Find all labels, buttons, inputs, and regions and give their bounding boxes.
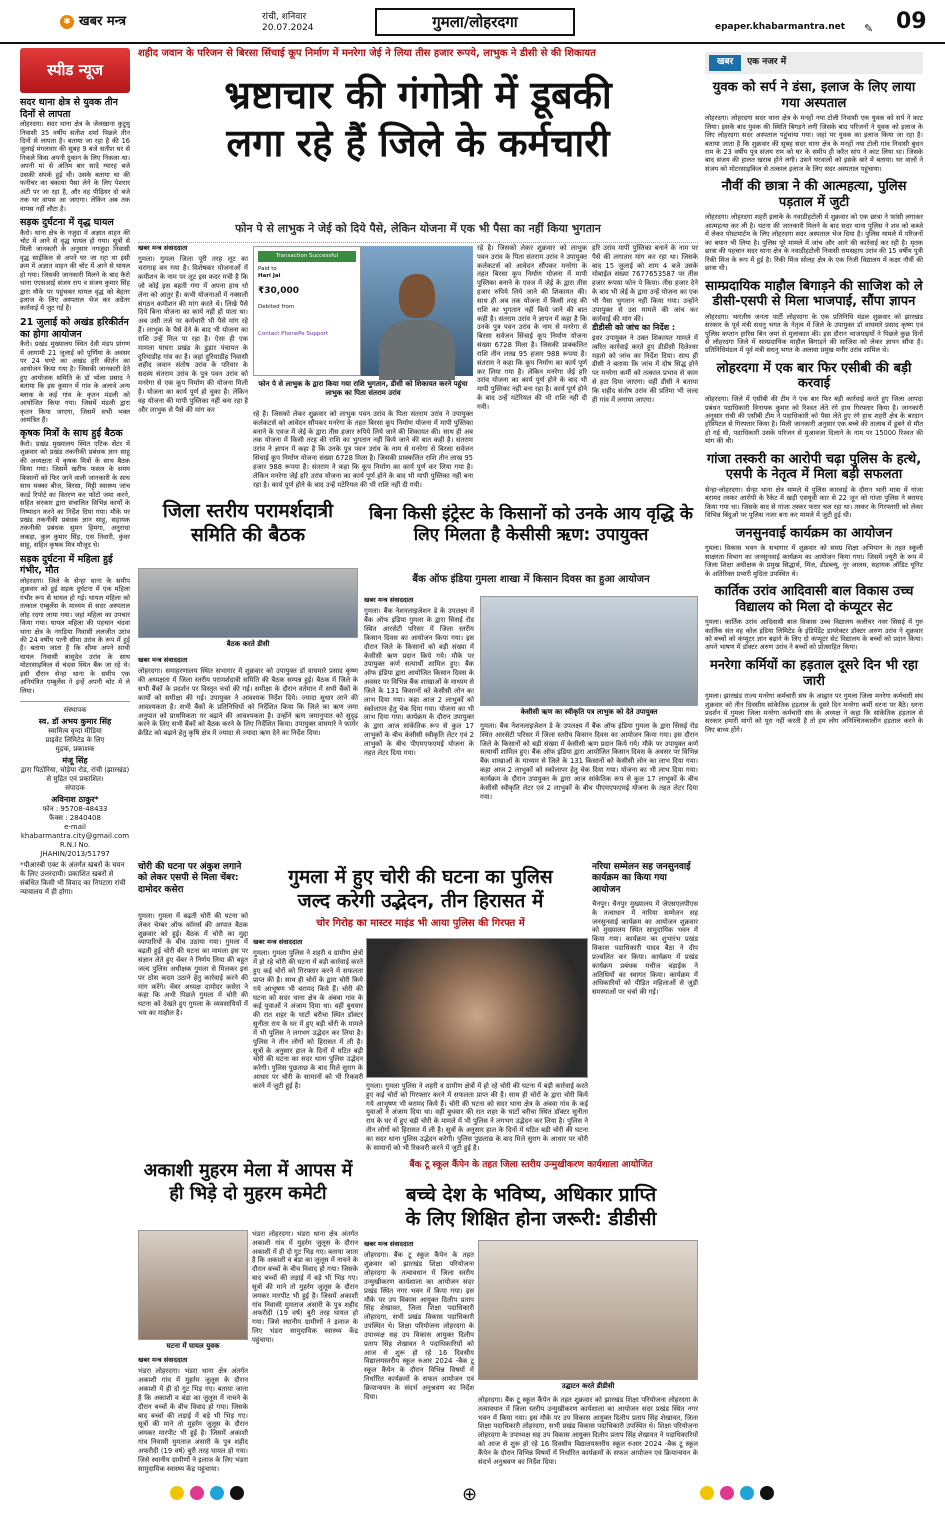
lead-column-1 xyxy=(138,244,248,479)
editor-label: संपादक xyxy=(65,784,85,793)
brief-item xyxy=(20,428,130,549)
brief-headline: सड़क दुर्घटना में महिला हुई गंभीर, मौत xyxy=(20,553,113,577)
story4-byline: खबर मन्त्र संवाददाता xyxy=(253,938,303,946)
brief-text: कैरो। प्रखंड मुख्यालय स्थित एटिक सेंटर में शुक्रवार को प्रखंड तकनीकी प्रबंधक ज्ञान साहू की अध्यक्षता में कृषक मित्रों के साथ बैठक किया गया। जिसमें खरीफ फसल के समय किसानों को फिर जाने वाली जानकारी के साथ साथ मक्का बीज, बिरसा, मिट्टी स्वास्थ्य जांच कार्ड रिपोर्ट का वितरण कर फोटो जमा करने, सहित सरकार द्वारा संचालित विभिन्न कार्यों के निष्पादन करने का निर्देश दिया गया। मौके पर प्रखंड तकनीकी प्रबंधक ज्ञान साहू, सहायक तकनीकी प्रबंधक सुमन हिमगा, अनुराधा लकड़ा, कुल कुमार सिंह, एस तिवारी, कुंवर साहू, सहित कृषक मित्र मौजूद थे। xyxy=(20,440,130,550)
lead-headline-line-1: भ्रष्टाचार की गंगोत्री में डूबकी xyxy=(224,73,612,117)
right-headline: मनरेगा कर्मियों का हड़ताल दूसरे दिन भी रहा जारी xyxy=(709,657,919,689)
legal-note: *पीआरबी एक्ट के अंतर्गत खबरों के चयन के लिए उत्तरदायी। प्रकाशित खबरों से संबंधित किसी भी विवाद का निपटारा रांची न्यायालय में ही होगा। xyxy=(20,861,126,896)
registration-dot-icon xyxy=(210,1486,224,1500)
right-headline: नौवीं की छात्रा ने की आत्महत्या, पुलिस पड़ताल में जुटी xyxy=(721,179,907,210)
brief-item xyxy=(20,97,130,213)
payee-name: Hari Jai xyxy=(258,273,281,280)
brand-logo-icon: ✱ xyxy=(60,15,74,29)
right-text: सेन्हा-लोहरदगा। सेन्हा थाना क्षेत्र मामले में पुलिस कारवाई के दौरान भारी मात्रा में गांजा बरामद तस्कर आरोपी के रैकेट में खड़ी एसयूवी कार से 22 जून को गांजा पुलिस ने बरामद किया गया था। जिसके बाद से गांजा तस्कर फरार चल रहा था। तस्कर के गिरफ्तारी को लेकर विभिन्न बिंदुओं पर पुलिस नजर बना कर मामले में जुटी हुई थी। xyxy=(705,485,923,520)
story4-text-2: गुमला। गुमला पुलिस ने शहरी व ग्रामीण क्षेत्रों में हो रहे चोरी की घटना में बड़ी कार्रवाई करते हुए कई चोरों को गिरफ्तार करने में सफलता प्राप्त की है। साथ ही चोरों के द्वारा चोरी किये गये आभूषण भी बरामद किये हैं। चोरी की घटना को सदर थाना क्षेत्र के अंबवा गांव के कई युवाओं ने अंजाम दिया था। वहीं बुधवार की रात शहर के घाटों बरीचा स्थित डॉक्टर सुनीता राय के घर में हुए बड़ी चोरी के मामले में भी पुलिस ने लगभग उद्भेदन कर लिया है। पुलिस ने तीन लोगों को हिरासत में ली है। सूत्रों के अनुसार हाल के दिनों में घटित बड़ी चोरी की घटना का सदर थाना पुलिस उद्भेदन करेगी। पुलिस पुछताछ के बाद मिले सुराग के आधार पर चोरी के सामानों को भी रिकवरी करने में जुटी हुई है। xyxy=(366,1082,588,1152)
brand[interactable] xyxy=(60,14,126,31)
lead-byline: खबर मन्त्र संवाददाता xyxy=(138,244,188,252)
ek-nazar-column xyxy=(705,52,923,1472)
right-text: लोहरदगा। लोहरदगा शहरी इलाके के नवाडीहटोली में शुक्रवार को एक छात्रा ने फांसी लगाकर आत्महत्या कर ली है। घटना की जानकारी मिलने के बाद सदर थाना पुलिस ने शव को कब्जे में लेकर पोस्टमार्टम के लिए लोहरदगा सदर अस्पताल भेज दिया है। पुलिस मामले में परिजनों का बयान भी लिया है। पुलिस पूरे मामले में जांच और आगे की कार्रवाई कर रही है। मृतक छात्रा की पहचान सदर थाना क्षेत्र के नवाडीहटोली निवासी रामसहाय उरांव की 15 वर्षीय पुत्री रिंकी मिंज के रूप में हुई है। रिंकी मिंज सोलह क्षेत्र के एक निजी विद्यालय में कक्षा नौवीं की छात्रा थी। xyxy=(705,213,923,273)
brief-item xyxy=(20,317,130,425)
story8-body-2 xyxy=(478,1396,698,1466)
meeting-photo xyxy=(138,568,358,638)
right-item xyxy=(705,452,923,520)
right-item xyxy=(705,279,923,355)
print-registration-strip xyxy=(0,1478,945,1517)
story8-headline xyxy=(364,1184,698,1232)
brief-headline: 21 जुलाई को अखंड हरिकीर्तन का होगा आयोजन xyxy=(20,316,129,340)
registration-dot-icon xyxy=(700,1486,714,1500)
face-shape xyxy=(399,274,435,318)
story5-headline: चोरी की घटना पर अंकुश लगाने को लेकर एसपी से मिला चेंबर: दामोदर कसेरा xyxy=(138,862,242,895)
brief-text: लोहरदगा। जिले के सेन्हा थाना के समीप शुक्रवार को हुई सड़क दुर्घटना में एक महिला गंभीर रूप से घायल हो गई। घायल महिला को तत्काल एम्बुलेंस के माध्यम से सदर अस्पताल लोह रदगा लाया गया। जहां महिला का उपचार किया गया। घायल महिला की पहचान चंदवा थाना क्षेत्र के नगड़िया निवासी ललजीत उरांव की 24 वर्षीय पत्नी सीमा उरांव के रूप में हुई है। बताया जाता है कि सीमा अपने साथी घायल निवासी बासुदेव उरांव के साथ मोटरसाइकिल से चंदवा स्थित बैंक जा रहे थे। इसी दौरान सेन्हा थाना के समीप एक अनियंत्रित एम्बुलेंस ने इन्हें अपनी चोट में ले लिया। xyxy=(20,576,130,695)
story6-text: चैनपुर। चैनपुर मुख्यालय में जेएसएलपीएस के तत्वाधान में नारिया सम्मेलन सह जनसुनवाई कार्यक्रम का आयोजन शुक्रवार को मुख्यालय स्थित सामुदायिक भवन में किया गया। कार्यक्रम का शुभारंभ प्रखंड विकास पदाधिकारी यादव बैठा ने दीप प्रज्वलित कर किया। कार्यक्रम में प्रखंड कार्यक्रम प्रबंधक मधीज बड़ाईक ने अतिथियों का स्वागत किया। कार्यक्रम में अधिकारियों को पीड़ित महिलाओं से जुड़ी समस्याओं पर चर्चा की गई। xyxy=(592,900,698,997)
story2-caption: बैठक करते डीसी xyxy=(226,640,270,648)
printer-label: मुद्रक, प्रकाशक xyxy=(55,745,95,754)
story8-byline: खबर मन्त्र संवाददाता xyxy=(364,1240,414,1248)
story7-caption: घटना में घायल युवक xyxy=(166,1342,220,1350)
body-shape xyxy=(379,320,455,380)
complainant-photo xyxy=(361,246,473,376)
section-title: गुमला/लोहरदगा xyxy=(375,8,575,36)
brief-item xyxy=(20,554,130,695)
story4-headline-line-1: गुमला में हुए चोरी की घटना का पुलिस xyxy=(288,866,553,888)
printer-name: मंजू सिंह xyxy=(62,756,88,766)
right-item xyxy=(705,80,923,173)
story3-body-2 xyxy=(480,722,698,856)
story3-text: गुमला। बैंक नेशनलाइजेशन डे के उपलक्ष्य में बैंक ऑफ इंडिया गुमला के द्वारा सिसई रोड स्थित आरसेटी परिसर में जिला स्तरीय किसान दिवस का आयोजन किया गया। इस दौरान जिले के किसानों को बड़ी संख्या में केसीसी ऋण प्रदान किये गये। मौके पर उपायुक्त कर्ण सत्यार्थी शामिल हुए। बैंक ऑफ इंडिया द्वारा आयोजित किसान दिवस के अवसर पर विभिन्न बैंक शाखाओं के माध्यम से जिले के 131 किसानों को केसीसी लोन का लाभ दिया गया। कहा आज 2 लाभुकों को स्कोलापर हेतु चेक दिया गया। योजना का भी लाभ दिया गया। कार्यक्रम के दौरान उपायुक्त के द्वारा आज सांकेतिक रूप से कुल 17 लाभुकों के बीच केसीसी स्वीकृति लेटर एवं 2 लाभुकों के बीच पीएमएफएमई योजना के तहत लेटर दिया गया। xyxy=(364,607,475,757)
speed-news-logo: स्पीड न्यूज xyxy=(20,48,130,93)
lead-body-2b: रहे है। जिसको लेकर शुक्रवार को लाभुक पवन उरांव के पिता संतराम उरांव ने उपायुक्त कर्लकटर्स को आवेदन सौंपकर मनरेगा के तहत बिरसा कूप निर्माण योजना में मापी पुस्तिका बनाने के एवज में जेई के द्वारा तीस हजार रुपिये लिये जाने की शिकायत की। साथ ही अब तक योजना में किसी तरह की राशि का भुगतान नहीं किये जाने की बात कही है। संतराम उरांव ने ज्ञापन में कहा है कि उनके पुत्र पवन उरांव के नाम से मनरेगा से बिरसा सर्वजन सिंचाई कूप निर्माण योजना संख्या 6728 मिला है। जिसकी प्राक्कलित राशि तीन लाख 95 हजार 988 रूपया है। संतराम ने कहा कि कूप निर्माण का कार्य पूर्ण कर लिया गया है। लेकिन मनरेगा जेई हरि उरांव योजना का कार्य पूर्ण होने के बाद भी मापी पुस्तिका नहीं बना रहा है। कार्य पूर्ण होने के बाद उन्हें मटेरियल की भी राशि नहीं दी गयी। xyxy=(477,244,587,411)
email-link[interactable]: khabarmantra.city@gmail.com xyxy=(20,832,130,841)
lead-subhead: फोन पे से लाभुक ने जेई को दिये पैसे, लेकिन योजना में एक भी पैसा का नहीं किया भुगतान xyxy=(138,222,698,243)
ek-nazar-banner xyxy=(705,52,923,74)
page-number: 09 xyxy=(896,9,927,34)
crosshair-target-icon: ⊕ xyxy=(462,1484,478,1505)
right-text: गुमला। कार्तिक उरांव आदिवासी बाल विकास उच्च विद्यालय कलीचर नवर सिसई में गुरु कार्तिक संत वह कोल इंडिया लिमिटेड के इंडिपेंडेंट डायरेक्टर डॉक्टर अरुण उरांव ने शुक्रवार को बच्चों को कंप्यूटर ज्ञान बढ़ाने के लिए दो कंप्यूटर सेट विद्यालय के बच्चों को प्रदान किया। अपने भाषण में डॉक्टर अरुण उरांव ने बच्चों को प्रोत्साहित किया। xyxy=(705,618,923,652)
registration-dot-icon xyxy=(190,1486,204,1500)
brand-name: खबर मन्त्र xyxy=(79,14,127,29)
right-text: गुमला। झारखंड राज्य मनरेगा कर्मचारी संघ के आह्वान पर गुमला जिला मनरेगा कर्मचारी संघ शुक्रवार को तीन दिवसीय सांकेतिक हड़ताल के दूसरे दिन मनरेगा कर्मी धरना पर बैठे। धरना प्रदर्शन में गुमला जिला मनरेगा कर्मचारी संघ के अध्यक्ष ने कहा कि सांकेतिक हड़ताल से सरकार हमारी मांगों को पूरा नहीं करती है तो हम लोग अनिश्चितकालीन हड़ताल करने के लिए बाध्य होंगे। xyxy=(705,692,923,734)
story7-headline: अकाशी मुहरम मेला में आपस में ही भिड़े दो मुहरम कमेटी xyxy=(143,1160,353,1204)
story8-headline-line-2: के लिए शिक्षित होना जरूरी: डीडीसी xyxy=(405,1207,657,1230)
editor-name: अविनाश ठाकुर* xyxy=(51,795,99,805)
brief-text: लोहरदगा। सदर थाना क्षेत्र के जेलखाना कुटुमु निवासी 35 वर्षीय सतीश शर्मा पिछले तीन दिनों से लापता है। बताया जा रहा है की 16 जुलाई मंगलवार की सुबह 9 बजे सतीश घर से निकले किस अपनी दुकान के लिए निकला था। अपनी मां से अंतिम बार सादे ग्यारह बजे उसकी संपर्क हुई थी। उसके बताया था की फनीचर का बकाया पैसा लेने के लिए पेशरार अंटी पर जा रहा है, और वह पीढ़ियर दो बजे तक घर वापस आ जाएगा। लेकिन अब तक वापस नहीं लौटा है। xyxy=(20,120,130,213)
founder-name: स्व. डॉ अभय कुमार सिंह xyxy=(38,716,112,726)
city-day: रांची, शनिवार xyxy=(262,12,307,22)
ek-nazar-label: एक नजर में xyxy=(747,57,787,68)
dateline xyxy=(262,12,314,34)
lead-photo-caption: फोन पे से लाभुक के द्वारा किया गया राशि भुगतान, डीसी को शिकायत करने पहुंचा लाभुक का पिता संतराम उरांव xyxy=(258,380,468,397)
right-headline: गांजा तस्करी का आरोपी चढ़ा पुलिस के हत्थे, एसपी के नेतृत्व में मिला बड़ी सफलता xyxy=(706,451,922,483)
story7-byline: खबर मन्त्र संवाददाता xyxy=(138,1356,188,1364)
right-text: गुमला। विकास भवन के सभागार में शुक्रवार को समग्र शिक्षा अभियान के तहत स्कूली साक्षरता विभाग का जनसुनवाई कार्यक्रम का आयोजन किया गया। जिसमें ज्यूरी के रूप में जिला शिक्षा अधीक्षक के प्रमुख सिद्धार्थ, मिंज, डीडब्ल्यू, नूर आलम, सहायक ऑडिट यूनिट के अतिरिक्त प्रभारी मुदिता उपस्थित थे। xyxy=(705,544,923,578)
lead-column-4 xyxy=(592,244,698,479)
right-headline: लोहरदगा में एक बार फिर एसीबी की बड़ी करवाई xyxy=(716,360,912,392)
registration-dot-icon xyxy=(740,1486,754,1500)
debited-label: Debited from xyxy=(258,303,295,310)
story8-headline-line-1: बच्चे देश के भविष्य, अधिकार प्राप्ति xyxy=(405,1184,657,1206)
right-headline: युवक को सर्प ने डंसा, इलाज के लिए लाया गया अस्पताल xyxy=(712,80,916,111)
story8-strap: बैंक टू स्कूल कैंपेन के तहत जिला स्तरीय उन्मुखीकरण कार्यशाला आयोजित xyxy=(409,1160,653,1170)
story2-byline: खबर मन्त्र संवाददाता xyxy=(138,656,188,664)
story6-headline: नरिया सम्मेलन सह जनसुनवाई कार्यक्रम का किया गया आयोजन xyxy=(592,862,691,895)
kcc-photo xyxy=(480,596,698,706)
owner-line-2: प्राइवेट लिमिटेड के लिए xyxy=(45,736,105,745)
brief-headline: सड़क दुर्घटना में वृद्ध घायल xyxy=(20,216,114,228)
right-headline: जनसुनवाई कार्यक्रम का आयोजन xyxy=(735,525,893,541)
right-text: लोहरदगा। जिले में एसीबी की टीम ने एक बार फिर बड़ी कार्रवाई करते हुए जिला आपदा प्रबंधन पदाधिकारी विनायक कुमार को रिश्वत लेते रंगे हाथ गिरफ्तार किया है। जानकारी अनुसार रांची की एसीबी टीम ने पदाधिकारी को पैसा लेते हुए रंगे हाथ शहरी क्षेत्र के बरदान हॉस्पिटल से गिरफ्तार किया है। मिली जानकारी अनुसार एक बच्चे की तालाब में डूबने से मौत हो गई थी, पदाधिकारी उसके परिजन से मुआवजा दिलाने के नाम पर 15000 रिश्वत की मांग की थी। xyxy=(705,395,923,446)
story2-text: लोहरदगा। समाहरणालय स्थित सभागार में शुक्रवार को उपायुक्त डॉ वाघमारे प्रसाद कृष्ण की अध्यक्षता में जिला स्तरीय परामर्शदात्री समिति की बैठक सम्पन्न हुई। बैठक में जिले के सभी बैंकों के प्रदर्शन पर विस्तृत चर्चा की गई। समीक्षा के दौरान वर्तमान में सभी बैंकों के कार्यों को समीक्षा की गई। उपायुक्त ने आवश्यक निर्देश दिये। ज्यादा सुधार लाने की आवश्यकता है। सभी बैंकों के प्रतिनिधियों को निर्देशित किया कि जिले का ऋण जमा अनुपात को प्राथमिकता पर बढ़ाने की आवश्यकता है। उन्होंने ऋण जमानुपात को सुदृढ़ करने के लिए सभी बैंकों को बैठक करने के लिए निर्देशित किया। उपायुक्त वाघमारे ने फार्मर क्रेडिट को बढ़ाने हेतु कृषि क्षेत्र में ज्यादा से ज्यादा ऋण देने का निर्देश दिया। xyxy=(138,667,358,738)
story3-byline: खबर मन्त्र संवाददाता xyxy=(364,596,414,604)
founder-label: संस्थापक xyxy=(63,706,87,714)
speed-news-column xyxy=(20,48,130,1468)
right-text: लोहरदगा। भारतीय जनता पार्टी लोहरदगा के एक प्रतिनिधि मंडल शुक्रवार को झारखंड सरकार के पूर्व मंत्री सधनु भगत के नेतृत्व में जिले के उपायुक्त डॉ वाघमारे प्रसाद कृष्ण एवं पुलिस कप्तान हारिस बिन जमां से मुलाकात की। इस दौरान भाजपाइयों ने पिछले कुछ दिनों से लोहरदगा जिले में साम्प्रदायिक माहौल बिगाड़ने की साजिश को लेकर ज्ञापन सौंपा है। प्रतिनिधिमंडल में पूर्व मंत्री सधनु भगत के अलावा प्रमुख मनीर उरांव शामिल थे। xyxy=(705,312,923,355)
story8-text-2: लोहरदगा। बैंक टू स्कूल कैंपेन के तहत शुक्रवार को झारखंड शिक्षा परियोजना लोहरदगा के तत्वावधान में जिला स्तरीय उन्मुखीकरण कार्यशाला का आयोजन सदर प्रखंड स्थित नगर भवन में किया गया। इस मौके पर उप विकास आयुक्त दिलीप प्रताप सिंह शेखावत, जिला शिक्षा पदाधिकारी लोहरदगा, सभी प्रखंड विकास पदाधिकारी उपस्थित थे। शिक्षा परियोजना लोहरदगा के उपाध्यक्ष सह उप विकास आयुक्त दिलीप प्रताप सिंह शेखावत ने पदाधिकारियों को आज से शुरू हो रहे 16 दिवसीय विद्यालयस्तरीय स्कूल रुआर 2024 -बैक टू स्कूल कैंपेन के दौरान विभिन्न विषयों में निर्धारित कार्यक्रमों के सफल आयोजन एवं क्रियान्वयन के संदर्भ अनुश्रवण का निर्देश दिया। xyxy=(478,1396,698,1466)
story7-text: भंडरा लोहरदगा। भंडरा थाना क्षेत्र अंतर्गत अकाशी गांव में मुहर्रम जुलूस के दौरान अकाशी में ही दो गुट भिड़ गए। बताया जाता है कि अकाशी व बंडा का जुलूस में नाचने के दौरान बच्चों के बीच विवाद हो गया। जिसके बाद बच्चों की लड़ाई में बड़े भी भिड़ गए। सूत्रों की माने तो मुहर्रम जुलूस के दौरान जमकर मारपीट भी हुई है। जिसमें अकाशी गांव निवासी मुमताज अंसारी के पुत्र शहीद अफरीदी (19 वर्ष) बुरी तरह घायल हो गया। जिसे स्थानीय ग्रामीणों ने इलाज के लिए भंडरा सामुदायिक स्वास्थ्य केंद्र पहुंचाया। xyxy=(138,1367,248,1473)
right-text: लोहरदगा। लोहरदगा सदर थाना क्षेत्र के मनहों नया टोली निवासी एक युवक को सर्प ने काट लिया। इसके बाद युवक की स्थिति बिगड़ने लगी जिसके बाद परिजनों ने युवक को इलाज के लिए लोहरदगा सदर अस्पताल पहुंचाया गया। जहां पर युवक का इलाज किया जा रहा है। बताया जाता है कि शुक्रवार की सुबह सदर थाना क्षेत्र के मनहों नया टोली गांव निवासी बुधन राम के 23 वर्षीय पुत्र संजय राम को घर के समीप ही करैत सांप ने काट लिया था। जिसके बाद संजय की हालत खराब होने लगी। उसने घरवालों को इसके बारे में बताया। घर वालों ने संजय को मोटरसाइकिल से तत्काल इलाज के लिए सदर अस्पताल पहुंचाया। xyxy=(705,114,923,173)
workshop-photo xyxy=(478,1240,698,1380)
payment-amount: ₹30,000 xyxy=(258,286,299,297)
story5-text: गुमला। गुमला में बढ़ती चोरी की घटना को लेकर चेम्बर ऑफ कॉमर्स की आपात बैठक शुक्रवार को हुई। बैठक में चोरी का मुद्दा व्यापारियों के बीच उठाया गया। गुमला में बढ़ती हुई चोरी की घटना का मामला इस पर संज्ञान लेते हुए चेंबर ने निर्णय लिया की बहुत जल्द पुलिस अधीक्षक गुमला से मिलकर इस पर ठोस कदम उठाने हेतु कार्रवाई करने की मांग करेंगे। चेंबर अध्यक्ष दामोदर कसेरा ने कहा कि अभी पिछले गुमला में चोरी की घटना को देखते हुए गुमला के व्यवसायियों में भय का माहौल है। xyxy=(138,912,248,1018)
lead-headline-line-2: लगा रहे हैं जिले के कर्मचारी xyxy=(226,120,610,165)
payment-screenshot xyxy=(253,246,361,376)
lead-strap: शहीद जवान के परिजन से बिरसा सिंचाई कूप निर्माण में मनरेगा जेई ने लिया तीस हजार रूपये, लाभुक ने डीसी से की शिकायत xyxy=(138,48,596,59)
ddc-subhead: डीडीसी को जांच का निर्देश : xyxy=(592,323,676,333)
brief-headline: कृषक मित्रों के साथ हुई बैठक xyxy=(20,428,123,440)
press-line: द्वारा पिठोरिया, चोड़ेया रोड, रांची (झारखंड) से मुद्रित एवं प्रकाशित। xyxy=(20,766,130,784)
story2-headline: जिला स्तरीय परामर्शदात्री समिति की बैठक xyxy=(162,500,334,546)
email-label: e-mail xyxy=(64,823,86,832)
lead-column-3 xyxy=(477,244,587,479)
story7-body-2 xyxy=(252,1230,358,1466)
story5-body xyxy=(138,912,248,1147)
story4-body xyxy=(253,938,363,1148)
right-item xyxy=(705,526,923,578)
lead-column-2 xyxy=(253,410,473,489)
brief-headline: सदर थाना क्षेत्र से युवक तीन दिनों से लापता xyxy=(20,97,118,120)
lead-body-3: हरि उरांव मापी पुस्तिका बनाने के नाम पर पैसे की लगातार मांग कर रहा था। जिसके बाद 15 जुलाई को शाम 4 बजे उसके मोबाईल संख्या 7677653587 पर तीस हजार रूपया फोन पे किया। तीस हजार देने के बाद भी जेई के द्वारा उन्हें योजना का एक भी पैसा भुगतान नहीं किया गया। उन्होंने उपायुक्त से उस मामले की जांच कर कार्रवाई की मांग की। xyxy=(592,244,698,323)
story8-caption: उद्घाटन करते डीडीसी xyxy=(561,1382,615,1390)
story4-headline-line-2: जल्द करेगी उद्भेदन, तीन हिरासत में xyxy=(297,889,544,912)
right-item xyxy=(705,658,923,734)
rni-number: JHAHIN/2013/51797 xyxy=(40,850,110,859)
lead-body-2: रहे है। जिसको लेकर शुक्रवार को लाभुक पवन उरांव के पिता संतराम उरांव ने उपायुक्त कर्लकटर्स को आवेदन सौंपकर मनरेगा के तहत बिरसा कूप निर्माण योजना में मापी पुस्तिका बनाने के एवज में जेई के द्वारा तीस हजार रुपिये लिये जाने की शिकायत की। साथ ही अब तक योजना में किसी तरह की राशि का भुगतान नहीं किये जाने की बात कही है। संतराम उरांव ने ज्ञापन में कहा है कि उनके पुत्र पवन उरांव के नाम से मनरेगा से बिरसा सर्वजन सिंचाई कूप निर्माण योजना संख्या 6728 मिला है। जिसकी प्राक्कलित राशि तीन लाख 95 हजार 988 रूपया है। संतराम ने कहा कि कूप निर्माण का कार्य पूर्ण कर लिया गया है। लेकिन मनरेगा जेई हरि उरांव योजना का कार्य पूर्ण होने के बाद भी मापी पुस्तिका नहीं बना रहा है। कार्य पूर्ण होने के बाद उन्हें मटेरियल की भी राशि नहीं दी गयी। xyxy=(253,410,473,489)
story3-body xyxy=(364,596,474,856)
speaker-icon: ✎ xyxy=(864,22,874,35)
right-item xyxy=(705,179,923,272)
paid-to-label: Paid to xyxy=(258,266,277,273)
story4-subhead: चोर गिरोह का मास्टर माइंड भी आया पुलिस की गिरफ्त में xyxy=(316,918,525,929)
rni-label: R.N.I No. xyxy=(59,841,91,850)
injured-youth-photo xyxy=(138,1230,248,1340)
support-link[interactable]: Contact PhonePe Support xyxy=(258,330,329,337)
payment-status: Transaction Successful xyxy=(258,251,356,262)
story4-headline xyxy=(253,866,588,914)
story3-subhead: बैंक ऑफ इंडिया गुमला शाखा में किसान दिवस का हुआ आयोजन xyxy=(412,574,650,585)
right-headline: साम्प्रदायिक माहौल बिगाड़ने की साजिश को ले डीसी-एसपी से मिला भाजपाई, सौंपा ज्ञापन xyxy=(705,278,923,310)
khabar-tag: खबर xyxy=(709,55,741,71)
story4-text: गुमला। गुमला पुलिस ने शहरी व ग्रामीण क्षेत्रों में हो रहे चोरी की घटना में बड़ी कार्रवाई करते हुए कई चोरों को गिरफ्तार करने में सफलता प्राप्त की है। साथ ही चोरों के द्वारा चोरी किये गये आभूषण भी बरामद किये हैं। चोरी की घटना को सदर थाना क्षेत्र के अंबवा गांव के कई युवाओं ने अंजाम दिया था। वहीं बुधवार की रात शहर के घाटों बरीचा स्थित डॉक्टर सुनीता राय के घर में हुए बड़ी चोरी के मामले में भी पुलिस ने लगभग उद्भेदन कर लिया है। पुलिस ने तीन लोगों को हिरासत में ली है। सूत्रों के अनुसार हाल के दिनों में घटित बड़ी चोरी की घटना का सदर थाना पुलिस उद्भेदन करेगी। पुलिस पुछताछ के बाद मिले सुराग के आधार पर चोरी के सामानों को भी रिकवरी करने में जुटी हुई है। xyxy=(253,949,363,1090)
story6-body xyxy=(592,900,698,1148)
lead-body-3b: इधर उपायुक्त ने उक्त शिकायत मामले में त्वरित कार्रवाई करते हुए डीडीसी दिलेश्वर महतो को जांच का निर्देश दिया। साथ ही डीसी ने बताया कि जांच में दोष सिद्ध होने पर मनरेगा कर्मी को तत्काल प्रभाव से काम से हटा दिया जाएगा। वहीं डीसी ने बताया कि शहीद संतोष उरांव की प्रतिमा भी जल्द ही गांव में लगाया जाएगा। xyxy=(592,333,698,404)
masthead xyxy=(0,0,945,44)
brief-text: कैरो। प्रखंड मुख्यालय स्थित देवी मंडप प्रांगण में आगामी 21 जुलाई को पूर्णिमा के अवसर पर 24 घण्टे का अखंड हरि कीर्तन का आयोजन किया गया है। जिसकी जानकारी देते हुए आयोजक समिति के डॉ भोला प्रसाद ने बताया कि इस कुमान में गांव के अलावे अन्य ब्लाक के कई गांव के कृतन मंडली को आयोजित किया गया। जिसमें मंडली द्वारा कृतन किया जाएगा, जिसमें सभी भक्त आमंत्रित हैं। xyxy=(20,340,130,425)
registration-dot-icon xyxy=(170,1486,184,1500)
fax-line: फैक्स : 2840408 xyxy=(49,814,101,823)
right-item xyxy=(705,584,923,652)
handcuffs-photo xyxy=(366,938,588,1078)
story2-body xyxy=(138,656,358,856)
registration-dot-icon xyxy=(230,1486,244,1500)
story8-text: लोहरदगा। बैंक टू स्कूल कैंपेन के तहत शुक्रवार को झारखंड शिक्षा परियोजना लोहरदगा के तत्वावधान में जिला स्तरीय उन्मुखीकरण कार्यशाला का आयोजन सदर प्रखंड स्थित नगर भवन में किया गया। इस मौके पर उप विकास आयुक्त दिलीप प्रताप सिंह शेखावत, जिला शिक्षा पदाधिकारी लोहरदगा, सभी प्रखंड विकास पदाधिकारी उपस्थित थे। शिक्षा परियोजना लोहरदगा के उपाध्यक्ष सह उप विकास आयुक्त दिलीप प्रताप सिंह शेखावत ने पदाधिकारियों को आज से शुरू हो रहे 16 दिवसीय विद्यालयस्तरीय स्कूल रुआर 2024 -बैक टू स्कूल कैंपेन के दौरान विभिन्न विषयों में निर्धारित कार्यक्रमों के सफल आयोजन एवं क्रियान्वयन के संदर्भ अनुश्रवण का निर्देश दिया। xyxy=(364,1251,474,1401)
story3-headline: बिना किसी इंट्रेस्ट के किसानों को उनके आय वृद्धि के लिए मिलता है केसीसी ऋण: उपायुक्त xyxy=(369,504,693,546)
story3-caption: केसीसी ऋण का स्वीकृति पत्र लाभुक को देते उपायुक्त xyxy=(520,708,658,716)
story7-body xyxy=(138,1356,248,1473)
issue-date: 20.07.2024 xyxy=(262,22,314,33)
registration-dot-icon xyxy=(760,1486,774,1500)
owner-line: स्वामित्व वृन्दा मीडिया xyxy=(48,727,102,736)
brief-item xyxy=(20,217,130,313)
lead-body-1: गुमला। गुमला जिला पूरी तरह लूट का चरागाह बन गया है। विशेषकर योजनाओं में कमीशन के नाम पर लूट इस कदर मची है कि जो कोई इस बहती गंगा में अपना हाथ धो लेना को आतुर हैं। कभी योजनाओं में नक्सली संगठन कमीशन की मांग करते थे। लिखे पैसे दिये बिना योजना का कार्य नहीं हो पाता था। अब उसी तर्ज पर कर्मचारी भी पैसे मांग रहे हैं। लाभुक के पैसे देने के बाद भी योजना का राशि उन्हें मिल पा रहा है। ऐसा ही एक मामला घाघरा प्रखंड के डुड़ार पंचायत के दुरियाडीह गांव का है। जहां दुरियाडीह निवासी शहीद जवान संतोष उरांव के परिवार के सदस्य संतराम उरांव के पुत्र पवन उरांव को मनरेगा से एक कूप निर्माण की योजना मिली है। योजना का कार्य पूर्ण हो चुका है। लेकिन वह योजना की मापी पुस्तिका नहीं बना रहा है और लाभुक से पैसे की मांग कर xyxy=(138,255,248,414)
phone-line: फोन : 95708-48433 xyxy=(42,805,108,814)
story7-text-2: भंडरा लोहरदगा। भंडरा थाना क्षेत्र अंतर्गत अकाशी गांव में मुहर्रम जुलूस के दौरान अकाशी में ही दो गुट भिड़ गए। बताया जाता है कि अकाशी व बंडा का जुलूस में नाचने के दौरान बच्चों के बीच विवाद हो गया। जिसके बाद बच्चों की लड़ाई में बड़े भी भिड़ गए। सूत्रों की माने तो मुहर्रम जुलूस के दौरान जमकर मारपीट भी हुई है। जिसमें अकाशी गांव निवासी मुमताज अंसारी के पुत्र शहीद अफरीदी (19 वर्ष) बुरी तरह घायल हो गया। जिसे स्थानीय ग्रामीणों ने इलाज के लिए भंडरा सामुदायिक स्वास्थ्य केंद्र पहुंचाया। xyxy=(252,1230,358,1344)
brief-text: कैरो। थाना क्षेत्र के नजुदा में अज्ञात वाहन की चोट में आने से वृद्ध घायल हो गया। सूत्रों से मिली जानकारी के अनुसार नगजुदा निवासी वृद्ध साईकिल से अपने घर जा रहा था इसी क्रम में अज्ञात वाहन की चोट में आने से घायल हो गया। जिसकी जानकारी मिलने के बाद कैरो थाना एएसआई संजय राय व संजय कुमार सिंह द्वारा मौके पर पहुंचकर घायल वृद्ध को बेहतर इलाज के लिए अस्पताल भेज कर अग्रेतर कार्रवाई में जुट गई है। xyxy=(20,228,130,313)
registration-dot-icon xyxy=(720,1486,734,1500)
imprint-box xyxy=(20,701,130,897)
story3-text-2: गुमला। बैंक नेशनलाइजेशन डे के उपलक्ष्य में बैंक ऑफ इंडिया गुमला के द्वारा सिसई रोड स्थित आरसेटी परिसर में जिला स्तरीय किसान दिवस का आयोजन किया गया। इस दौरान जिले के किसानों को बड़ी संख्या में केसीसी ऋण प्रदान किये गये। मौके पर उपायुक्त कर्ण सत्यार्थी शामिल हुए। बैंक ऑफ इंडिया द्वारा आयोजित किसान दिवस के अवसर पर विभिन्न बैंक शाखाओं के माध्यम से जिले के 131 किसानों को केसीसी लोन का लाभ दिया गया। कहा आज 2 लाभुकों को स्कोलापर हेतु चेक दिया गया। योजना का भी लाभ दिया गया। कार्यक्रम के दौरान उपायुक्त के द्वारा आज सांकेतिक रूप से कुल 17 लाभुकों के बीच केसीसी स्वीकृति लेटर एवं 2 लाभुकों के बीच पीएमएफएमई योजना के तहत लेटर दिया गया। xyxy=(480,722,698,801)
right-headline: कार्तिक उरांव आदिवासी बाल विकास उच्च विद्यालय को मिला दो कंप्यूटर सेट xyxy=(714,583,914,615)
lead-headline xyxy=(138,72,698,167)
website-link[interactable]: epaper.khabarmantra.net xyxy=(715,22,846,32)
story8-body xyxy=(364,1240,474,1466)
story4-body-2 xyxy=(366,1082,588,1152)
right-item xyxy=(705,361,923,446)
